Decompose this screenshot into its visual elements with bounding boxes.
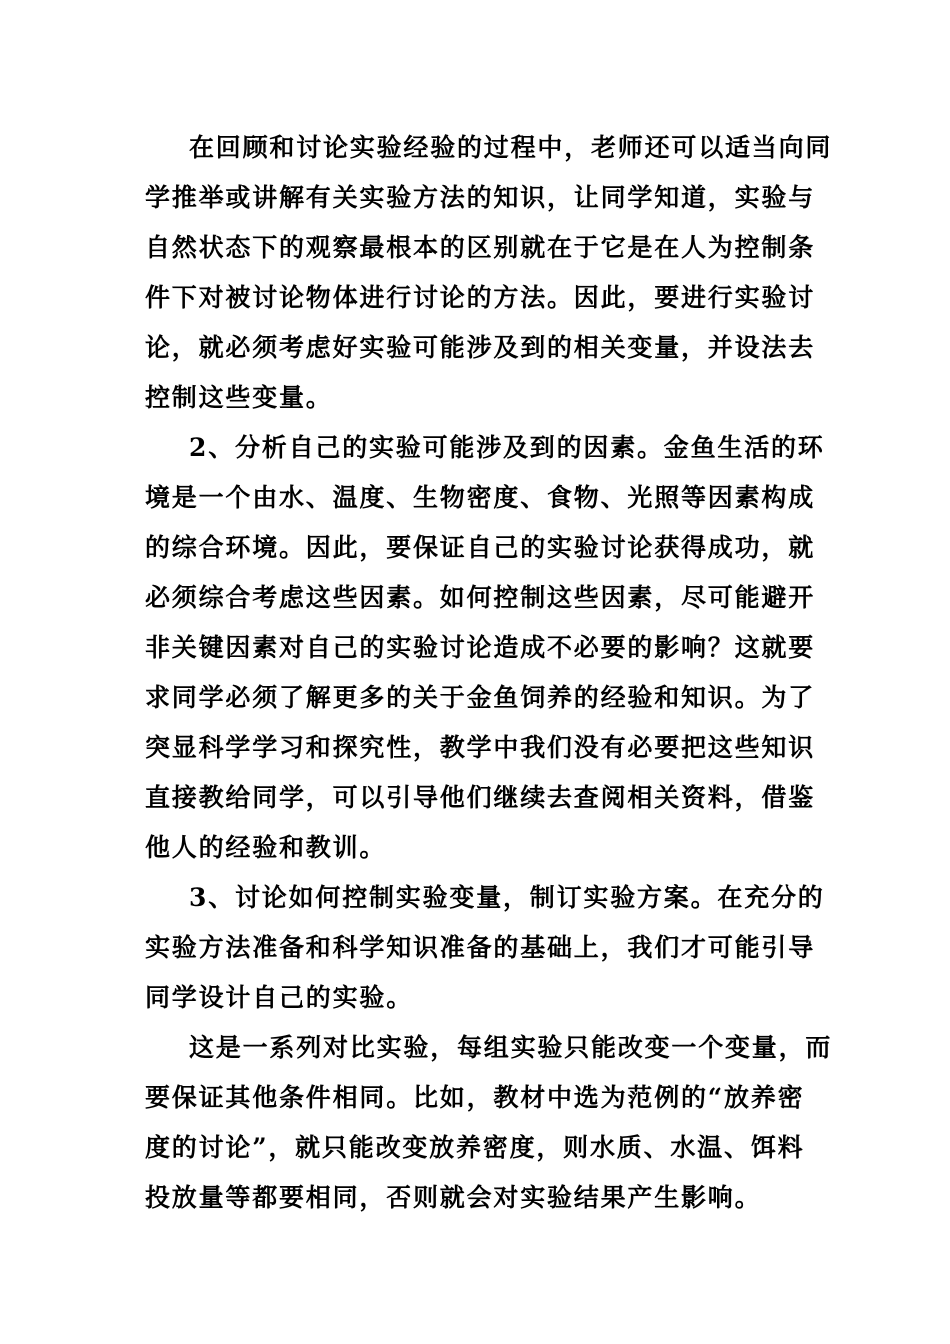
paragraph-line: 突显科学学习和探究性，教学中我们没有必要把这些知识 <box>145 733 816 762</box>
paragraph-line: 求同学必须了解更多的关于金鱼饲养的经验和知识。为了 <box>145 683 816 712</box>
paragraph-line: 度的讨论”，就只能改变放养密度，则水质、水温、饵料 <box>145 1133 805 1162</box>
paragraph-4 <box>145 1023 833 1223</box>
paragraph-line: 非关键因素对自己的实验讨论造成不必要的影响？这就要 <box>145 633 816 662</box>
paragraph-line: 他人的经验和教训。 <box>145 833 387 862</box>
paragraph-line: 件下对被讨论物体进行讨论的方法。因此，要进行实验讨 <box>145 283 816 312</box>
paragraph-line: 实验方法准备和科学知识准备的基础上，我们才可能引导 <box>145 933 816 962</box>
paragraph-line: 这是一系列对比实验，每组实验只能改变一个变量，而 <box>189 1033 833 1062</box>
paragraph-line: 同学设计自己的实验。 <box>145 983 414 1012</box>
paragraph-line: 控制这些变量。 <box>145 383 333 412</box>
paragraph-2 <box>145 423 825 873</box>
paragraph-line: 的综合环境。因此，要保证自己的实验讨论获得成功，就 <box>145 533 816 562</box>
paragraph-line: 投放量等都要相同，否则就会对实验结果产生影响。 <box>145 1183 762 1212</box>
paragraph-line: 在回顾和讨论实验经验的过程中，老师还可以适当向同 <box>189 133 833 162</box>
paragraph-line: 直接教给同学，可以引导他们继续去查阅相关资料，借鉴 <box>145 783 816 812</box>
paragraph-3 <box>145 873 825 1023</box>
paragraph-line: 学推举或讲解有关实验方法的知识，让同学知道，实验与 <box>145 183 816 212</box>
paragraph-line: 自然状态下的观察最根本的区别就在于它是在人为控制条 <box>145 233 816 262</box>
document-body <box>145 123 833 1223</box>
paragraph-line: 2、分析自己的实验可能涉及到的因素。金鱼生活的环 <box>189 433 825 462</box>
paragraph-1 <box>145 123 833 423</box>
paragraph-line: 必须综合考虑这些因素。如何控制这些因素，尽可能避开 <box>145 583 816 612</box>
paragraph-line: 要保证其他条件相同。比如，教材中选为范例的“放养密 <box>145 1083 805 1112</box>
paragraph-line: 3、讨论如何控制实验变量，制订实验方案。在充分的 <box>189 883 825 912</box>
paragraph-line: 境是一个由水、温度、生物密度、食物、光照等因素构成 <box>145 483 816 512</box>
paragraph-line: 论，就必须考虑好实验可能涉及到的相关变量，并设法去 <box>145 333 816 362</box>
